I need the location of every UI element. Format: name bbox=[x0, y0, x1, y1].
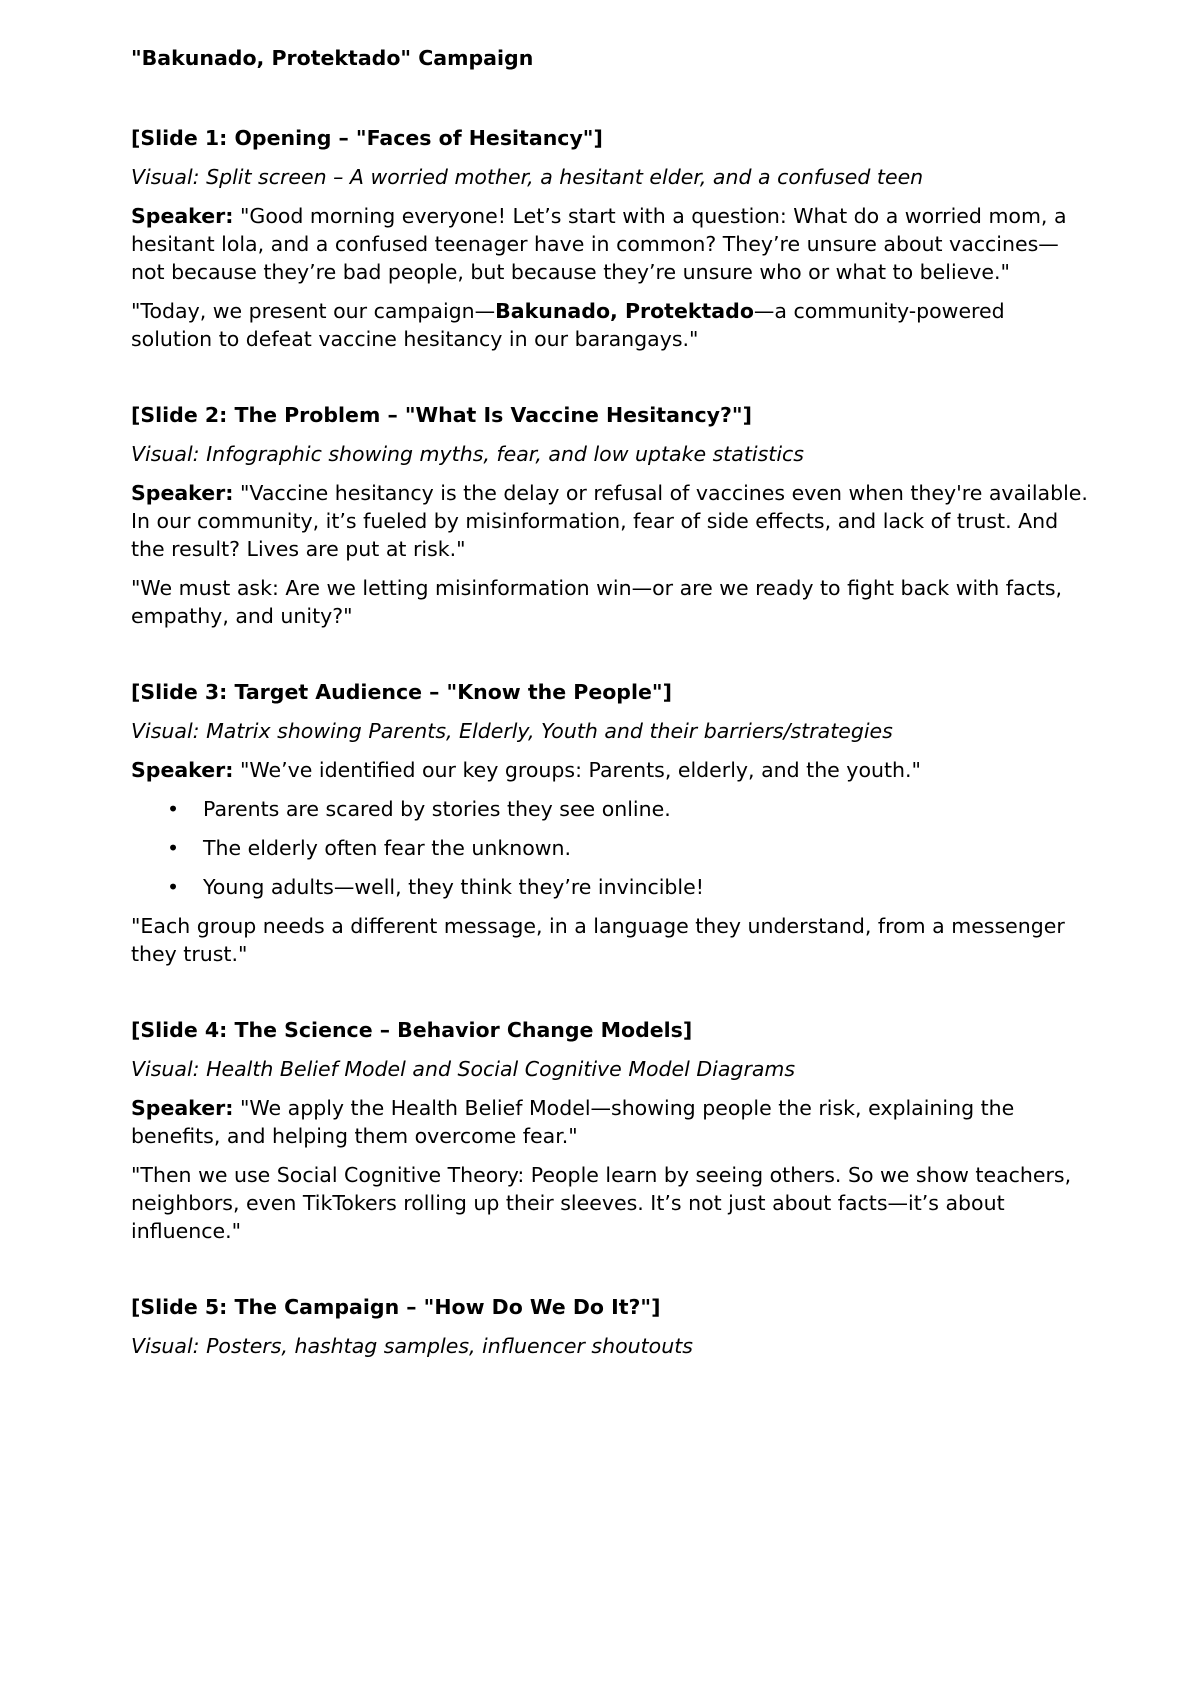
speaker-label: Speaker: bbox=[131, 204, 234, 228]
body-paragraph: "Then we use Social Cognitive Theory: People learn by seeing others. So we show teachers, neighbors, even TikTokers rolling up their sleeves. It’s not just about facts—it’s about influence." bbox=[131, 1163, 1072, 1243]
list-item bbox=[131, 834, 1091, 862]
body-paragraph: "We must ask: Are we letting misinformation win—or are we ready to fight back with facts, empathy, and unity?" bbox=[131, 576, 1063, 628]
speaker-text: "Good morning everyone! Let’s start with a question: What do a worried mom, a hesitant lola, and a confused teenager have in common? They’re unsure about vaccines—not because they’re bad people, but because they’re unsure who or what to believe." bbox=[131, 204, 1067, 284]
slide-heading: [Slide 2: The Problem – "What Is Vaccine Hesitancy?"] bbox=[131, 403, 752, 427]
slide-section-3 bbox=[131, 678, 1091, 968]
bullet-icon: • bbox=[167, 836, 180, 860]
visual-description: Visual: Matrix showing Parents, Elderly, Youth and their barriers/strategies bbox=[131, 719, 893, 743]
speaker-label: Speaker: bbox=[131, 1096, 234, 1120]
slide-section-2 bbox=[131, 401, 1091, 630]
list-item bbox=[131, 795, 1091, 823]
speaker-text: "Vaccine hesitancy is the delay or refusal of vaccines even when they're available. In our community, it’s fueled by misinformation, fear of side effects, and lack of trust. And the result? Lives are put at risk." bbox=[131, 481, 1088, 561]
campaign-name: Bakunado, Protektado bbox=[495, 299, 754, 323]
speaker-paragraph bbox=[131, 479, 1091, 563]
slide-section-4 bbox=[131, 1016, 1091, 1245]
slide-heading: [Slide 4: The Science – Behavior Change Models] bbox=[131, 1018, 693, 1042]
speaker-text: "We apply the Health Belief Model—showing people the risk, explaining the benefits, and helping them overcome fear." bbox=[131, 1096, 1015, 1148]
slide-heading: [Slide 3: Target Audience – "Know the People"] bbox=[131, 680, 672, 704]
slide-heading: [Slide 1: Opening – "Faces of Hesitancy"] bbox=[131, 126, 603, 150]
speaker-paragraph bbox=[131, 202, 1091, 286]
speaker-paragraph bbox=[131, 756, 1091, 784]
speaker-paragraph bbox=[131, 1094, 1091, 1150]
document-page bbox=[131, 44, 1091, 1371]
body-paragraph bbox=[131, 297, 1091, 353]
slide-heading: [Slide 5: The Campaign – "How Do We Do It?"] bbox=[131, 1295, 661, 1319]
speaker-label: Speaker: bbox=[131, 481, 234, 505]
visual-description: Visual: Infographic showing myths, fear, and low uptake statistics bbox=[131, 442, 804, 466]
list-item-text: Parents are scared by stories they see online. bbox=[203, 797, 671, 821]
visual-description: Visual: Health Belief Model and Social Cognitive Model Diagrams bbox=[131, 1057, 796, 1081]
visual-description: Visual: Split screen – A worried mother, a hesitant elder, and a confused teen bbox=[131, 165, 924, 189]
list-item-text: The elderly often fear the unknown. bbox=[203, 836, 572, 860]
paragraph-text: —a community-powered solution to defeat vaccine hesitancy in our barangays." bbox=[131, 299, 1005, 351]
paragraph-text: "Today, we present our campaign— bbox=[131, 299, 496, 323]
list-item bbox=[131, 873, 1091, 901]
bullet-icon: • bbox=[167, 797, 180, 821]
list-item-text: Young adults—well, they think they’re invincible! bbox=[203, 875, 704, 899]
slide-section-5 bbox=[131, 1293, 1091, 1360]
slide-section-1 bbox=[131, 124, 1091, 353]
bullet-icon: • bbox=[167, 875, 180, 899]
document-title: "Bakunado, Protektado" Campaign bbox=[131, 46, 534, 70]
speaker-text: "We’ve identified our key groups: Parents, elderly, and the youth." bbox=[233, 758, 921, 782]
visual-description: Visual: Posters, hashtag samples, influencer shoutouts bbox=[131, 1334, 693, 1358]
body-paragraph: "Each group needs a different message, in a language they understand, from a messenger they trust." bbox=[131, 914, 1065, 966]
bullet-list bbox=[131, 795, 1091, 901]
speaker-label: Speaker: bbox=[131, 758, 234, 782]
